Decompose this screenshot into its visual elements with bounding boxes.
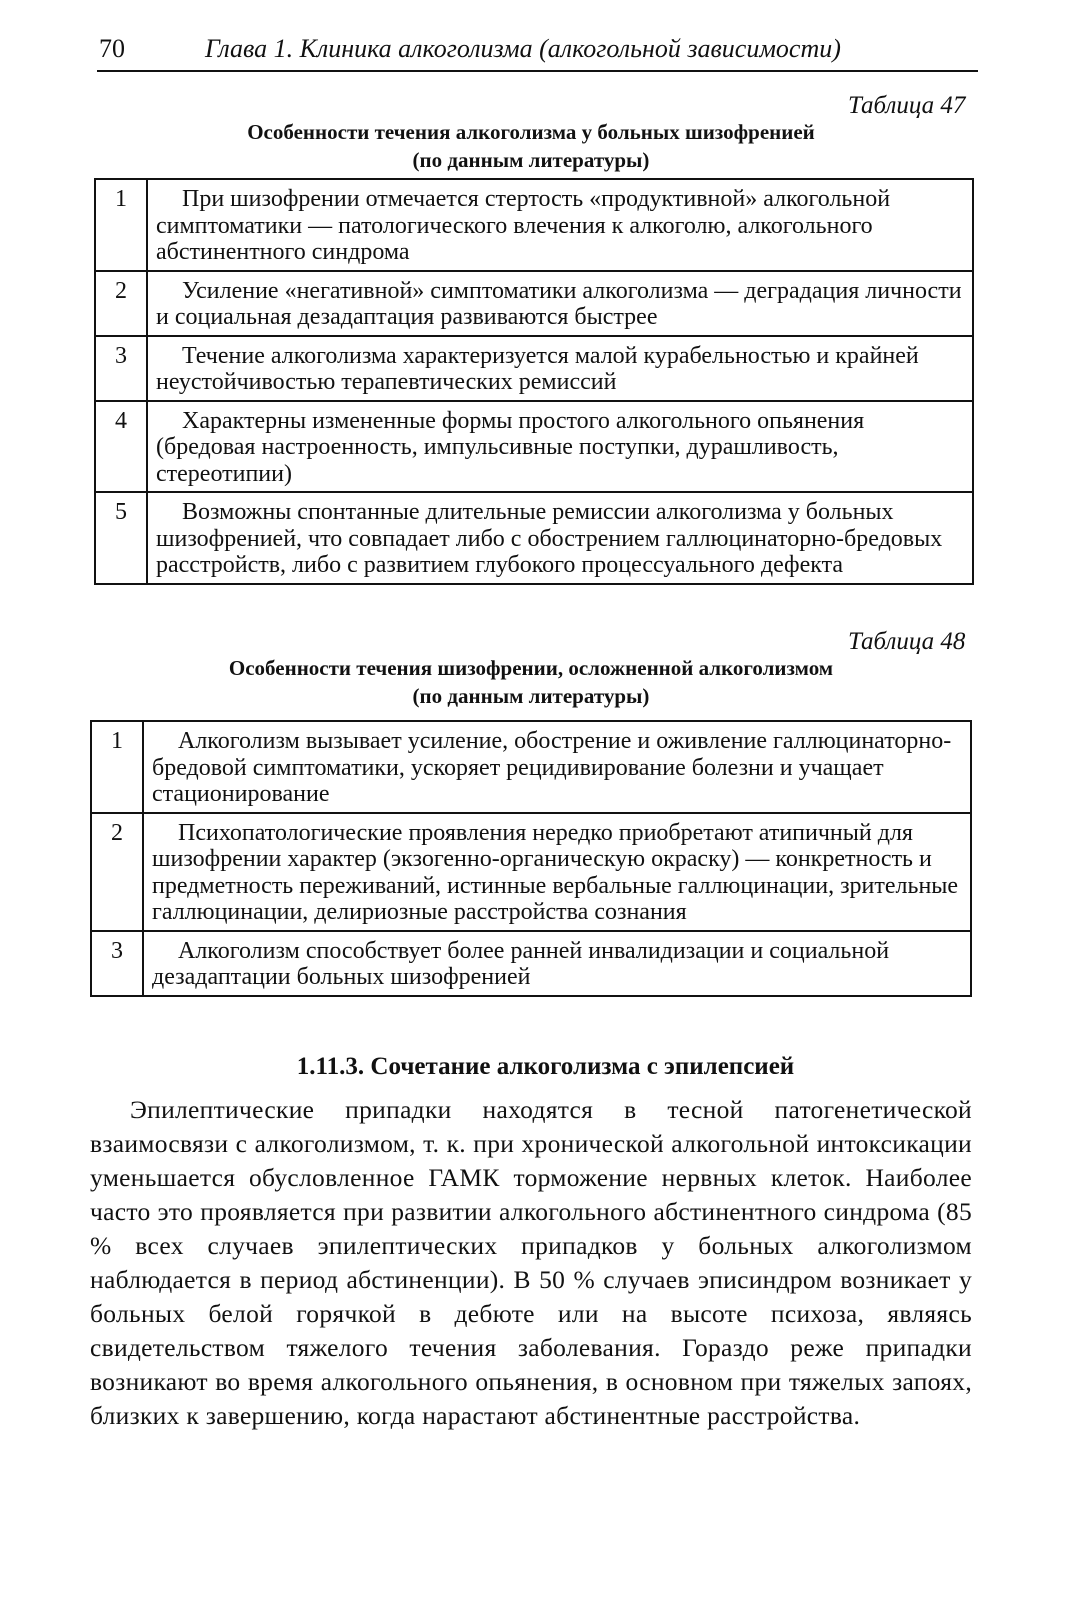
table-47-title-line2: (по данным литературы): [412, 148, 650, 172]
row-number: 1: [91, 721, 143, 813]
page-number: 70: [99, 34, 125, 63]
table-48-label: Таблица 48: [848, 628, 966, 655]
row-number: 5: [95, 492, 147, 584]
table-row: [95, 492, 973, 584]
row-text: Психопатологические проявления нередко приобретают атипичный для шизофрении характер (экзогенно-органическую окраску) — конкретность и предметность переживаний, истинные вербальные галлюцинации, зрительные галлюцинации, делириозные расстройства сознания: [143, 813, 971, 931]
row-number: 4: [95, 401, 147, 493]
table-row: [91, 813, 971, 931]
table-47-title-line1: Особенности течения алкоголизма у больных шизофренией: [247, 120, 815, 144]
row-text: Возможны спонтанные длительные ремиссии алкоголизма у больных шизофренией, что совпадает либо с обострением галлюцинаторно-бредовых расстройств, либо с развитием глубокого процессуального дефекта: [147, 492, 973, 584]
table-48: [90, 720, 972, 997]
row-number: 2: [91, 813, 143, 931]
row-number: 1: [95, 179, 147, 271]
table-48-title-line1: Особенности течения шизофрении, осложненной алкоголизмом: [228, 656, 834, 680]
table-47-label: Таблица 47: [848, 92, 966, 119]
row-text: Течение алкоголизма характеризуется малой курабельностью и крайней неустойчивостью терапевтических ремиссий: [147, 336, 973, 401]
table-48-title: [90, 654, 972, 710]
table-row: [95, 401, 973, 493]
body-paragraph: Эпилептические припадки находятся в тесной патогенетической взаимосвязи с алкоголизмом, т. к. при хронической алкогольной интоксикации уменьшается обусловленное ГАМК торможение нервных клеток. Наиболее часто это проявляется при развитии алкогольного абстинентного синдрома (85 % всех случаев эпилептических припадков у больных алкоголизмом наблюдается в период абстиненции). В 50 % случаев эписиндром возникает у больных белой горячкой в дебюте или на высоте психоза, являясь свидетельством тяжелого течения заболевания. Гораздо реже припадки возникают во время алкогольного опьянения, в основном при тяжелых запоях, близких к завершению, когда нарастают абстинентные расстройства.: [90, 1095, 972, 1430]
row-text: При шизофрении отмечается стертость «продуктивной» алкогольной симптоматики — патологического влечения к алкоголю, алкогольного абстинентного синдрома: [147, 179, 973, 271]
row-text: Усиление «негативной» симптоматики алкоголизма — деградация личности и социальная дезадаптация развиваются быстрее: [147, 271, 973, 336]
row-text: Характерны измененные формы простого алкогольного опьянения (бредовая настроенность, импульсивные поступки, дурашливость, стереотипии): [147, 401, 973, 493]
table-row: [91, 931, 971, 996]
running-title: Глава 1. Клиника алкоголизма (алкогольной зависимости): [205, 34, 841, 63]
table-47: [94, 178, 974, 585]
section-heading: 1.11.3. Сочетание алкоголизма с эпилепсией: [296, 1053, 795, 1080]
row-number: 3: [91, 931, 143, 996]
row-number: 2: [95, 271, 147, 336]
row-text: Алкоголизм вызывает усиление, обострение и оживление галлюцинаторно-бредовой симптоматики, ускоряет рецидивирование болезни и учащает стационирование: [143, 721, 971, 813]
row-text: Алкоголизм способствует более ранней инвалидизации и социальной дезадаптации больных шизофренией: [143, 931, 971, 996]
table-row: [95, 336, 973, 401]
table-48-title-line2: (по данным литературы): [412, 684, 650, 708]
table-row: [95, 179, 973, 271]
table-47-title: [90, 118, 972, 174]
table-row: [91, 721, 971, 813]
row-number: 3: [95, 336, 147, 401]
table-row: [95, 271, 973, 336]
page-header: [97, 34, 978, 72]
